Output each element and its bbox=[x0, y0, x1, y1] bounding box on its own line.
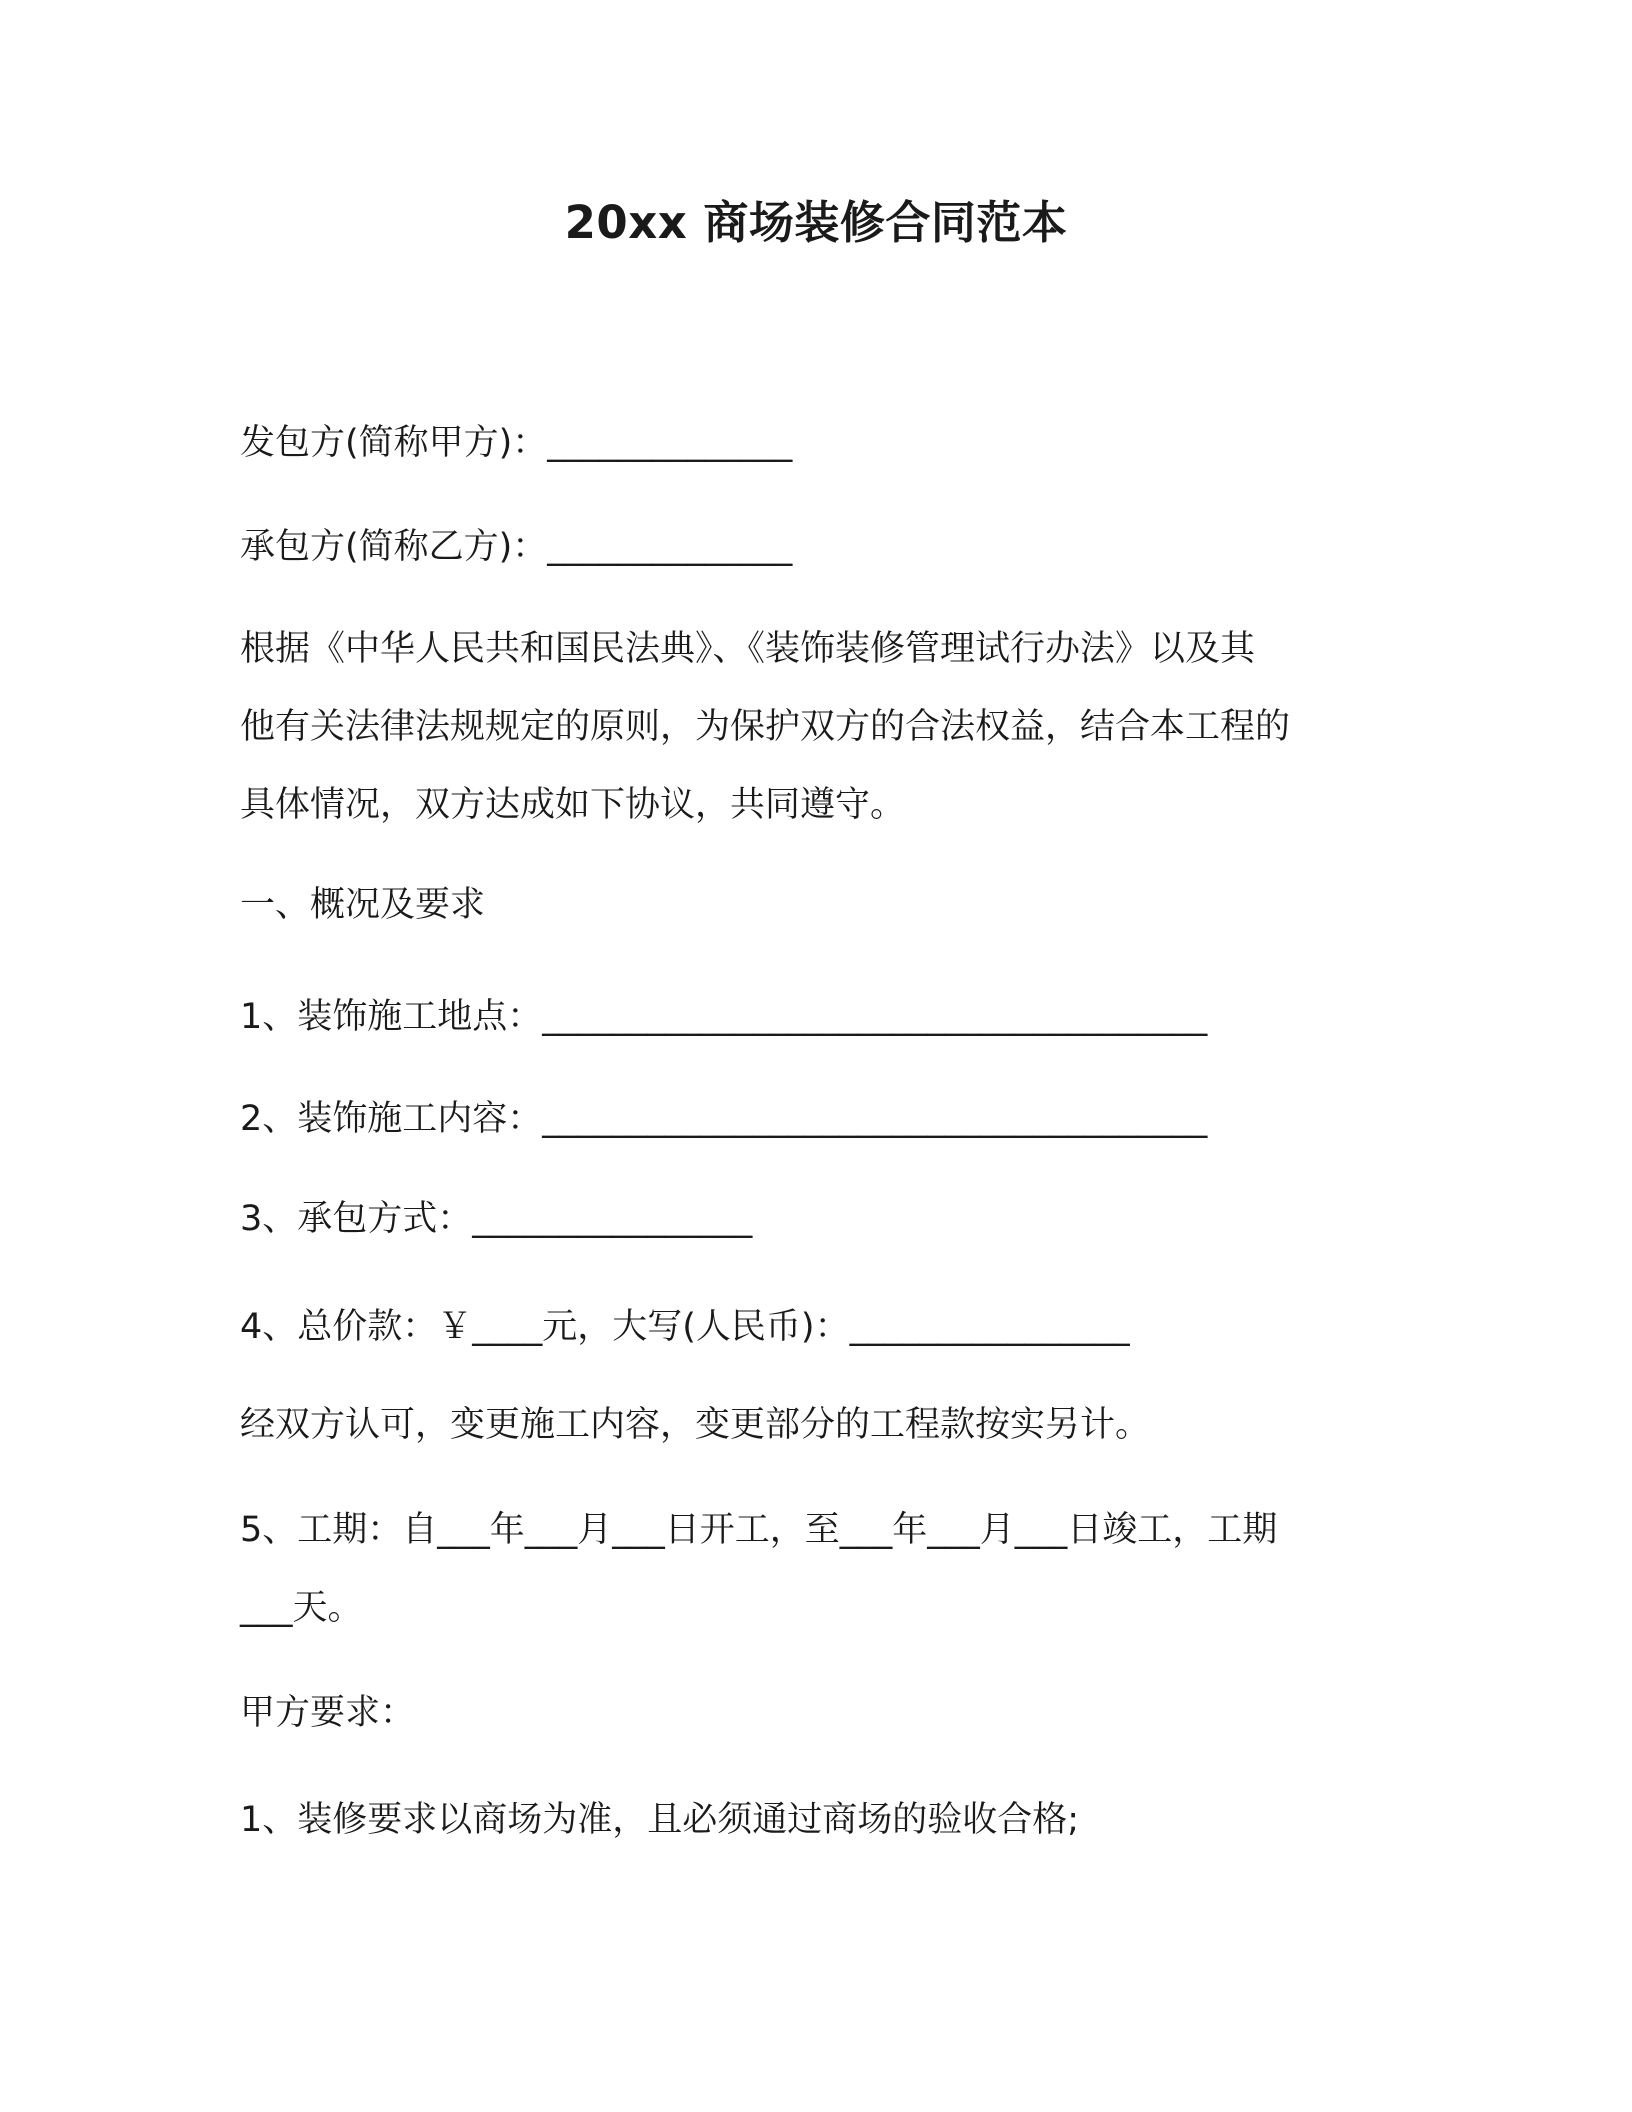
party-a-line: 发包方(简称甲方)：______________ bbox=[240, 423, 793, 463]
preamble-line-3: 具体情况，双方达成如下协议，共同遵守。 bbox=[240, 785, 906, 825]
party-a-requirements-heading: 甲方要求： bbox=[240, 1693, 416, 1733]
section-heading: 一、概况及要求 bbox=[240, 885, 486, 925]
preamble-line-2: 他有关法律法规规定的原则，为保护双方的合法权益，结合本工程的 bbox=[240, 707, 1291, 747]
clause-4-price: 4、总价款：￥____元，大写(人民币)：________________ bbox=[240, 1307, 1130, 1347]
clause-2-content: 2、装饰施工内容：______________________________________ bbox=[240, 1099, 1208, 1139]
party-b-line: 承包方(简称乙方)：______________ bbox=[240, 527, 793, 567]
document-title: 20xx 商场装修合同范本 bbox=[564, 196, 1068, 249]
preamble-line-1: 根据《中华人民共和国民法典》、《装饰装修管理试行办法》以及其 bbox=[240, 629, 1256, 669]
clause-5-period-line-1: 5、工期：自___年___月___日开工，至___年___月___日竣工，工期 bbox=[240, 1510, 1278, 1550]
clause-3-method: 3、承包方式：________________ bbox=[240, 1199, 753, 1239]
change-note: 经双方认可，变更施工内容，变更部分的工程款按实另计。 bbox=[240, 1405, 1151, 1445]
clause-1-location: 1、装饰施工地点：______________________________________ bbox=[240, 997, 1208, 1037]
requirement-1: 1、装修要求以商场为准，且必须通过商场的验收合格; bbox=[240, 1800, 1080, 1840]
clause-5-period-line-2: ___天。 bbox=[240, 1588, 363, 1628]
